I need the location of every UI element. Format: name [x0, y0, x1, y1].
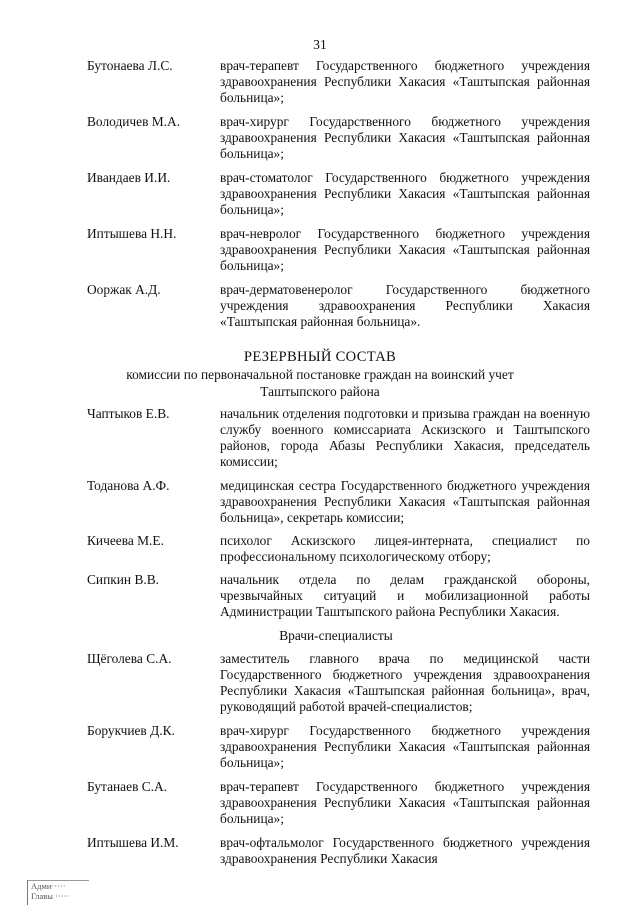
page-number: 31: [313, 37, 327, 52]
list-item: [87, 406, 590, 470]
member-position: врач-стоматолог Государственного бюджетного учреждения здравоохранения Республики Хакасия «Таштыпская районная больница»;: [220, 170, 590, 217]
list-item: [87, 58, 590, 106]
list-item: [87, 114, 590, 162]
member-position: врач-терапевт Государственного бюджетного учреждения здравоохранения Республики Хакасия «Таштыпская районная больница»;: [220, 779, 590, 826]
list-item: [87, 282, 590, 330]
stamp-line: Главы ·····: [31, 891, 70, 901]
member-name: Кичеева М.Е.: [87, 533, 164, 548]
stamp-line: Адми·····: [31, 881, 66, 891]
member-name: Ивандаев И.И.: [87, 170, 171, 185]
member-name: Сипкин В.В.: [87, 572, 160, 587]
member-name: Борукчиев Д.К.: [87, 723, 175, 738]
member-name: Бутанаев С.А.: [87, 779, 168, 794]
member-position: врач-офтальмолог Государственного бюджетного учреждения здравоохранения Республики Хакасия: [220, 835, 590, 866]
member-position: врач-терапевт Государственного бюджетного учреждения здравоохранения Республики Хакасия «Таштыпская районная больница»;: [220, 58, 590, 105]
member-name: Тоданова А.Ф.: [87, 478, 170, 493]
member-name: Иптышева И.М.: [87, 835, 179, 850]
member-position: начальник отдела по делам гражданской обороны, чрезвычайных ситуаций и мобилизационной работы Администрации Таштыпского района Республики Хакасия.: [220, 572, 590, 619]
member-position: заместитель главного врача по медицинской части Государственного бюджетного учреждения здравоохранения Республики Хакасия «Таштыпская районная больница», врач, руководящий работой врачей-специалистов;: [220, 651, 590, 714]
reserve-section-subtitle: комиссии по первоначальной постановке граждан на воинский учет: [126, 367, 514, 382]
member-name: Володичев М.А.: [87, 114, 181, 129]
reserve-section-subtitle-district: Таштыпского района: [260, 384, 380, 399]
reserve-section-title: РЕЗЕРВНЫЙ СОСТАВ: [243, 349, 397, 365]
list-item: [87, 651, 590, 715]
member-position: медицинская сестра Государственного бюджетного учреждения здравоохранения Республики Хакасия «Таштыпская районная больница», секретарь комиссии;: [220, 478, 590, 525]
member-name: Ооржак А.Д.: [87, 282, 161, 297]
member-position: психолог Аскизского лицея-интерната, специалист по профессиональному психологическому отбору;: [220, 533, 590, 564]
list-item: [87, 478, 590, 526]
member-name: Щёголева С.А.: [87, 651, 172, 666]
list-item: [87, 226, 590, 274]
list-item: [87, 533, 590, 565]
specialists-heading: Врачи-специалисты: [279, 628, 393, 643]
member-name: Бутонаева Л.С.: [87, 58, 173, 73]
member-position: врач-хирург Государственного бюджетного учреждения здравоохранения Республики Хакасия «Таштыпская районная больница»;: [220, 114, 590, 161]
list-item: [87, 779, 590, 827]
member-position: начальник отделения подготовки и призыва граждан на военную службу военного комиссариата Аскизского и Таштыпского районов, города Абазы Республики Хакасия, председатель комиссии;: [220, 406, 590, 469]
list-item: [87, 572, 590, 620]
member-name: Иптышева Н.Н.: [87, 226, 177, 241]
list-item: [87, 723, 590, 771]
list-item: [87, 170, 590, 218]
list-item: [87, 835, 590, 867]
member-position: врач-дерматовенеролог Государственного бюджетного учреждения здравоохранения Республики Хакасия «Таштыпская районная больница».: [220, 282, 590, 329]
member-name: Чаптыков Е.В.: [87, 406, 170, 421]
registration-stamp: [27, 880, 89, 905]
member-position: врач-невролог Государственного бюджетного учреждения здравоохранения Республики Хакасия «Таштыпская районная больница»;: [220, 226, 590, 273]
member-position: врач-хирург Государственного бюджетного учреждения здравоохранения Республики Хакасия «Таштыпская районная больница»;: [220, 723, 590, 770]
